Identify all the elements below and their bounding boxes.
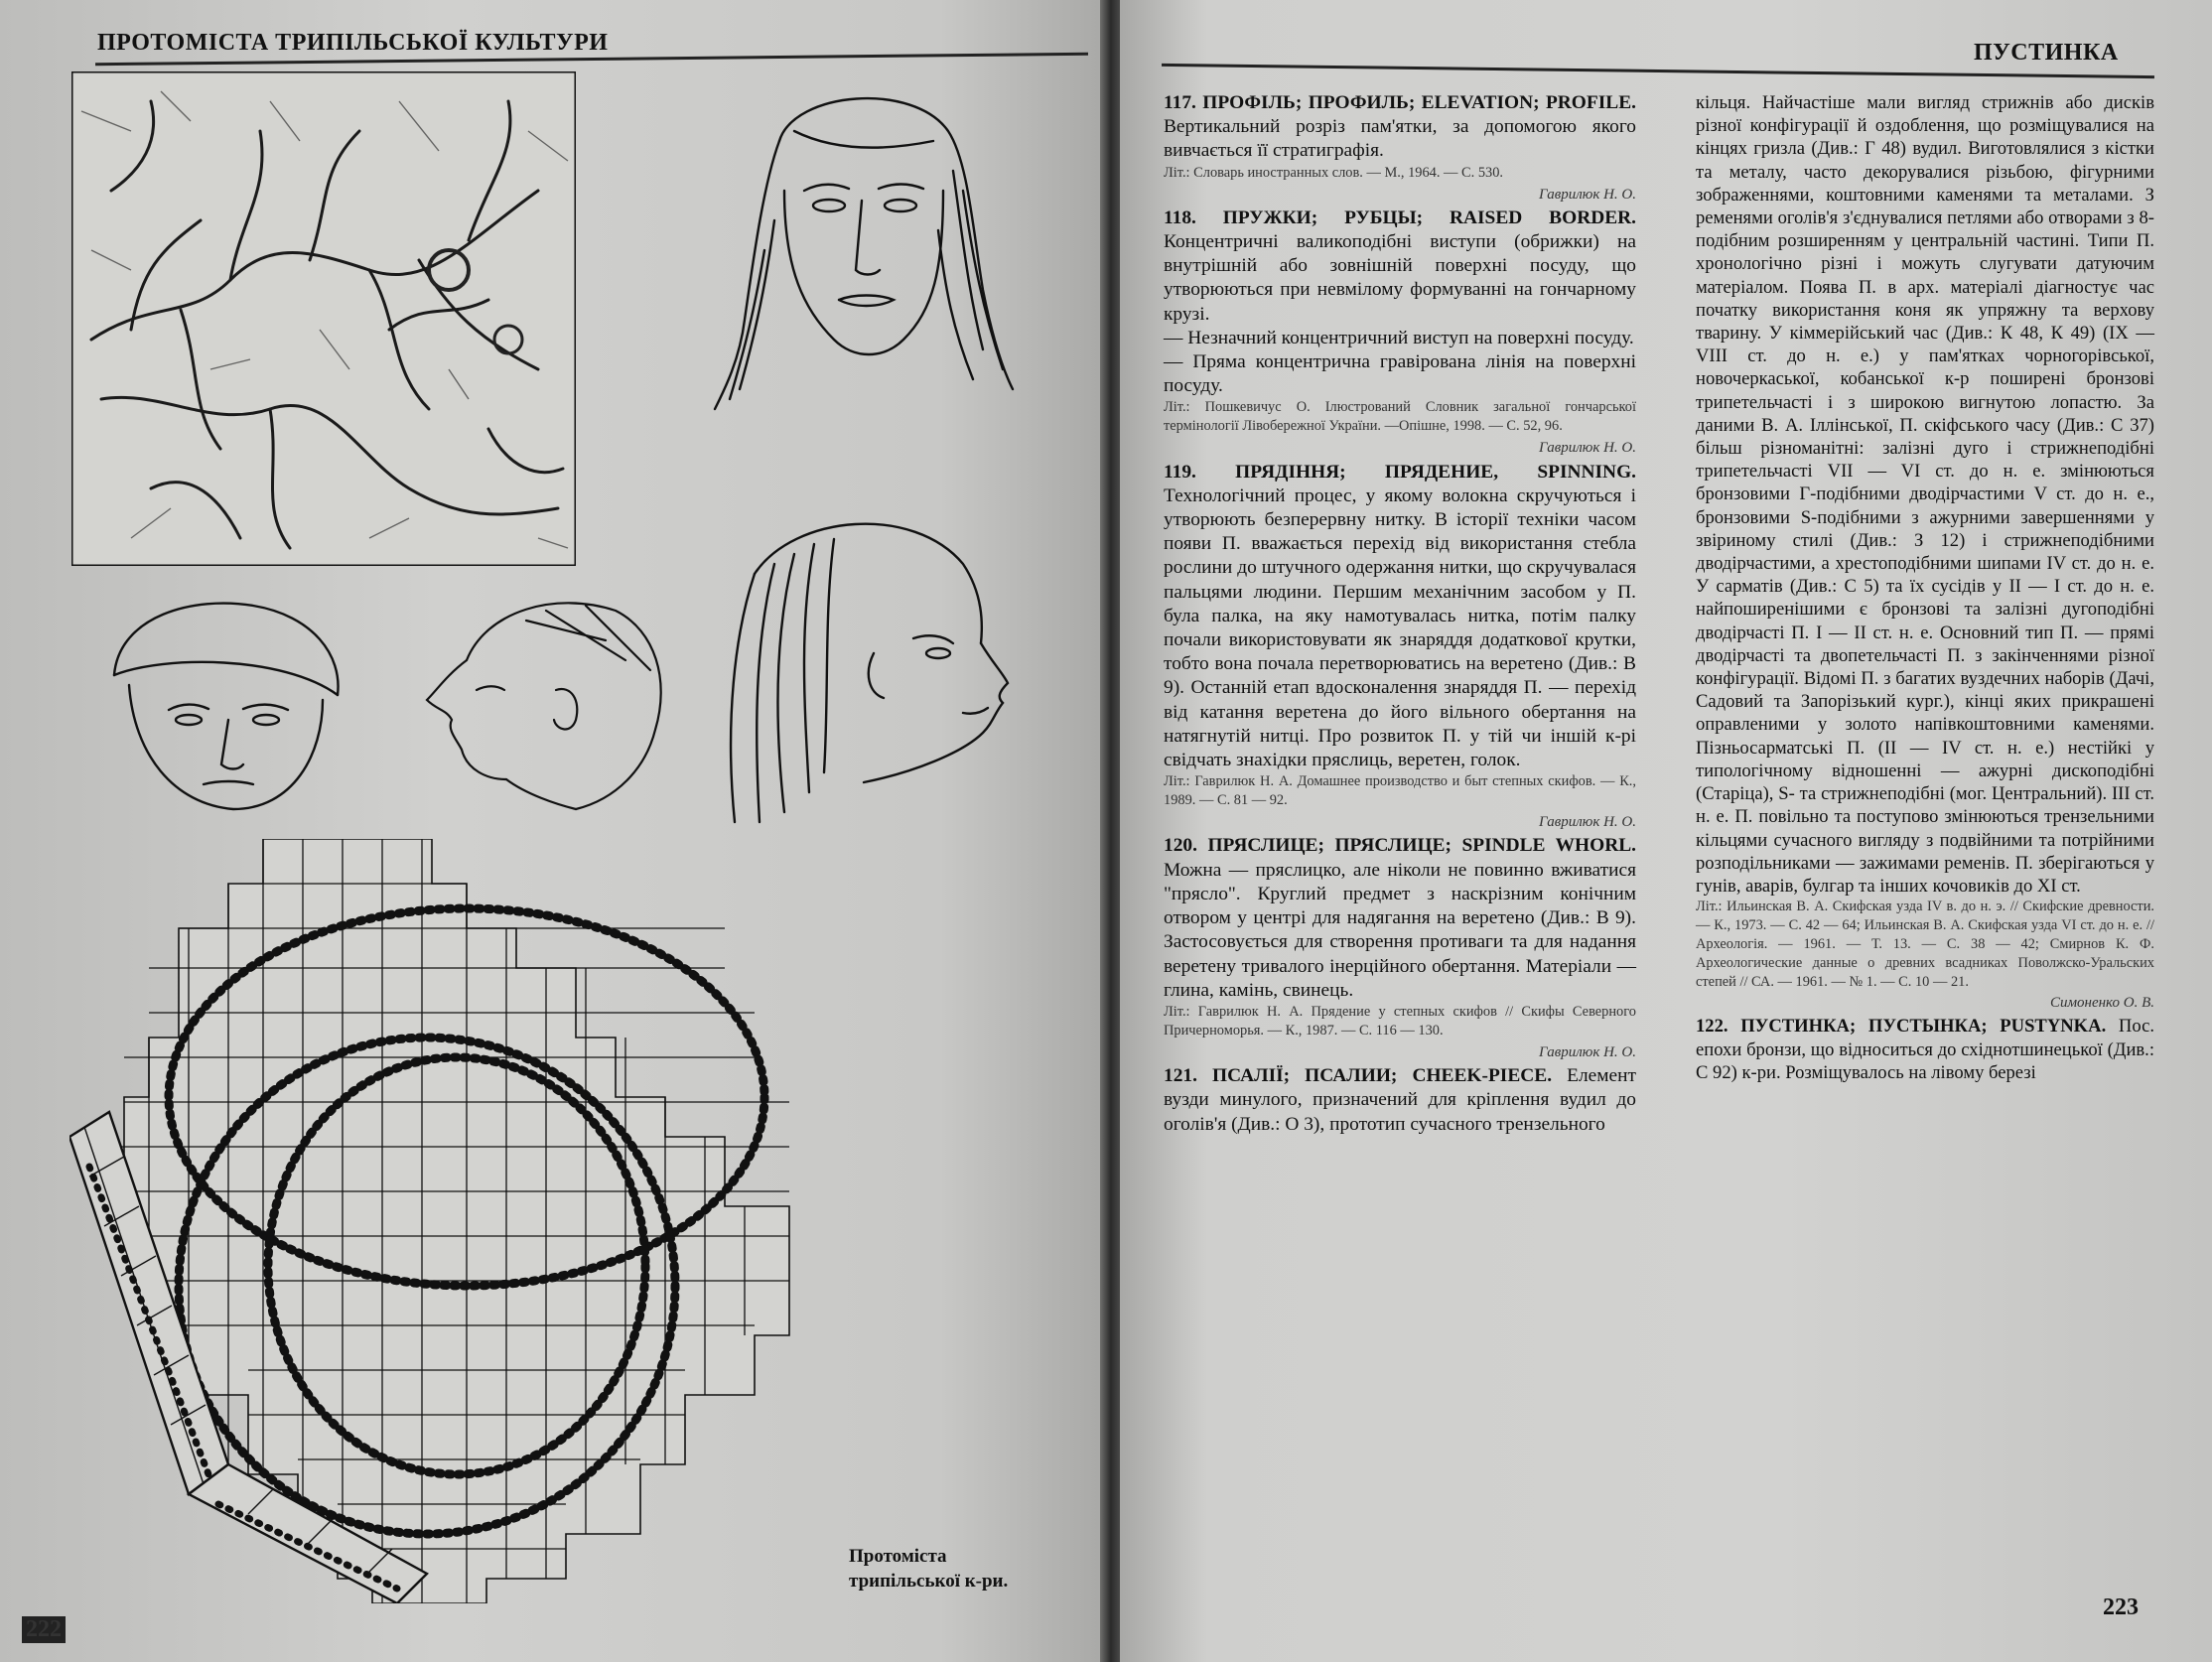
entry-text: Можна — пряслицко, але ніколи не повинно вживатися "прясло". Круглий предмет з наскрізним конічним отвором у центрі для надягання на веретено (Див.: В 9). Застосовується для створення противаги та для надання веретену тривалого інерційного обертання. Матеріали — глина, камінь, свинець. bbox=[1164, 859, 1636, 1001]
aerial-relief-figure bbox=[71, 71, 576, 566]
text-column-1 bbox=[1164, 91, 1636, 1137]
literature-ref: Літ.: Ильинская В. А. Скифская узда IV в. до н. э. // Скифские древности. — К., 1973. — С. 42 — 64; Ильинская В. А. Скифская узда VI ст. до н. е. // Археологія. — 1961. — Т. 13. — С. 38 — 42; Смирнов К. Ф. Археологические данные о древних всадниках Поволжско-Уральских степей // СА. — 1961. — № 1. — С. 10 — 21. bbox=[1696, 899, 2154, 991]
literature-ref: Літ.: Гаврилюк Н. А. Прядение у степных скифов // Скифы Северного Причерноморья. — К., 1987. — С. 116 — 130. bbox=[1164, 1003, 1636, 1039]
face-sketch-three-quarter bbox=[715, 504, 1033, 832]
entry-text: Вертикальний розріз пам'ятки, за допомогою якого вивчається її стратиграфія. bbox=[1164, 116, 1636, 162]
right-running-head: ПУСТИНКА bbox=[1974, 40, 2119, 66]
entry-author: Гаврилюк Н. О. bbox=[1539, 1043, 1636, 1060]
right-page-number: 223 bbox=[2103, 1594, 2139, 1620]
entry-121 bbox=[1164, 1064, 1636, 1137]
literature-ref: Літ.: Словарь иностранных слов. — М., 1964. — С. 530. bbox=[1164, 164, 1504, 181]
entry-121-continued: кільця. Найчастіше мали вигляд стрижнів або дисків різної конфігурації й оздоблення, що розміщувалися на кінцях гризла (Див.: Г 48) вудил. Виготовлялися з кістки та металу, часто декорувалися різьбою, фігурними зображеннями, коштовними каменями та металами. З ременями оголів'я з'єднувалися петлями або отворами з 8-подібним розширенням у центральній частині. Типи П. хронологічно різні і можуть слугувати датуючим матеріалом. Поява П. в арх. матеріалі діагностує час початку використання коня як упряжну та верхову тварину. У кіммерійський час (Див.: К 48, К 49) (IX — VIII ст. до н. е.) у пам'ятках чорногорівської, новочеркаської, кобанської к-р поширені бронзові трипетельчасті і з широкою вигнутою лопастю. За даними В. А. Іллінської, П. скіфського часу (Див.: С 37) більш різноманітні: залізні дуго і стрижнеподібні трипетельчасті VII — VI ст. до н. е. змінюються бронзовими Г-подібними дводірчастими V ст. до н. е., бронзовими S-подібними з ажурними завершеннями у звіриному стилі (Див.: З 12) і стрижнеподібними дводірчастими, а хрестоподібними шипами IV ст. до н. е. У сарматів (Див.: С 5) та їх сусідів у II — I ст. до н. е. найпоширенішими є бронзові та залізні дугоподібні дводірчасті П. I — II ст. н. е. Основний тип П. — прямі дводірчасті та двопетельчасті П. з закінченнями різної конфігурації. Відомі П. з багатих вуздечних наборів (Дачі, Садовий та Запорізький кург.), кінці яких прикрашені оправленими у золото напівкоштовними каменями. Пізньосарматські П. (II — IV ст. н. е.) нестійкі у типологічному відношенні — ажурні дископодібні (Старіца), S- та стрижнеподібні (мог. Центральний). III ст. н. е. П. повільно та поступово змінюються трензельними кільцями сучасного вигляду з подвійними та потрійними розподільниками — зажимами ременів. П. зберігаються у гунів, аварів, булгар та інших кочовиків до XI ст. bbox=[1696, 92, 2154, 897]
settlement-plan-grid bbox=[69, 839, 804, 1603]
caption-line-2: трипільської к-ри. bbox=[849, 1571, 1009, 1592]
entry-heading: 118. ПРУЖКИ; РУБЦЫ; RAISED BORDER. bbox=[1164, 207, 1636, 228]
list-item: — Незначний концентричний виступ на поверхні посуду. bbox=[1164, 327, 1634, 348]
entry-author: Гаврилюк Н. О. bbox=[1539, 186, 1636, 203]
entry-120 bbox=[1164, 834, 1636, 1002]
literature-ref: Літ.: Пошкевичус О. Ілюстрований Словник загальної гончарської термінології Лівобережної України. —Опішне, 1998. — С. 52, 96. bbox=[1164, 399, 1636, 435]
entry-text: Концентричні валикоподібні виступи (обрижки) на внутрішній або зовнішній поверхні посуду, що утворюються при невмілому формуванні на гончарному крузі. bbox=[1164, 231, 1636, 325]
right-page bbox=[1120, 0, 2212, 1662]
entry-text: Пос. епохи бронзи, що відноситься до східнотшинецької (Див.: С 92) к-ри. Розміщувалось на лівому березі bbox=[1696, 1016, 2154, 1083]
entry-author: Гаврилюк Н. О. bbox=[1539, 440, 1636, 457]
entry-heading: 119. ПРЯДІННЯ; ПРЯДЕНИЕ, SPINNING. bbox=[1164, 461, 1636, 483]
list-item: — Пряма концентрична гравірована лінія на поверхні посуду. bbox=[1164, 351, 1636, 397]
face-sketch-cap bbox=[84, 586, 362, 824]
entry-122 bbox=[1696, 1015, 2154, 1084]
figure-caption bbox=[849, 1544, 1008, 1593]
left-page-number: 222 bbox=[22, 1616, 66, 1643]
entry-heading: 122. ПУСТИНКА; ПУСТЫНКА; PUSTYNKA. bbox=[1696, 1016, 2107, 1038]
entry-text: Технологічний процес, у якому волокна скручуються і утворюють безперервну нитку. В історії техніки часом появи П. вважається перехід від використання стебла рослини до штучного одержання нитки, що скручувалася пальцями людини. Першим механічним засобом у П. була палка, на яку намотувалась нитка, потім палку почали використовувати як знаряддя додаткової крутки, тобто вона почала перетворюватись на веретено (Див.: В 9). Останній етап вдосконалення знаряддя П. — перехід від катання веретена до його вільного обертання на натягнутій нитці. Про розвиток П. у тій чи іншій к-рі свідчать знахідки пряслиць, веретен, голок. bbox=[1164, 485, 1636, 771]
entry-text: Елемент вузди минулого, призначений для кріплення вудил до оголів'я (Див.: О 3), прототип сучасного трензельного bbox=[1164, 1065, 1636, 1135]
left-page bbox=[0, 0, 1104, 1662]
literature-ref: Літ.: Гаврилюк Н. А. Домашнее производство и быт степных скифов. — К., 1989. — С. 81 — 92. bbox=[1164, 773, 1636, 809]
face-sketch-frontal-long-hair bbox=[685, 71, 1042, 429]
entry-118 bbox=[1164, 207, 1636, 327]
text-column-2 bbox=[1696, 91, 2154, 1084]
left-running-head: ПРОТОМІСТА ТРИПІЛЬСЬКОЇ КУЛЬТУРИ bbox=[97, 30, 609, 56]
entry-heading: 120. ПРЯСЛИЦЕ; ПРЯСЛИЦЕ; SPINDLE WHORL. bbox=[1164, 835, 1636, 857]
entry-heading: 121. ПСАЛІЇ; ПСАЛИИ; CHEEK-PIECE. bbox=[1164, 1065, 1553, 1087]
caption-line-1: Протоміста bbox=[849, 1546, 947, 1567]
entry-119 bbox=[1164, 461, 1636, 773]
entry-heading: 117. ПРОФІЛЬ; ПРОФИЛЬ; ELEVATION; PROFILE. bbox=[1164, 92, 1636, 113]
face-sketch-profile bbox=[407, 581, 685, 819]
entry-author: Гаврилюк Н. О. bbox=[1539, 814, 1636, 831]
entry-author: Симоненко О. В. bbox=[2049, 995, 2154, 1012]
entry-117 bbox=[1164, 91, 1636, 164]
